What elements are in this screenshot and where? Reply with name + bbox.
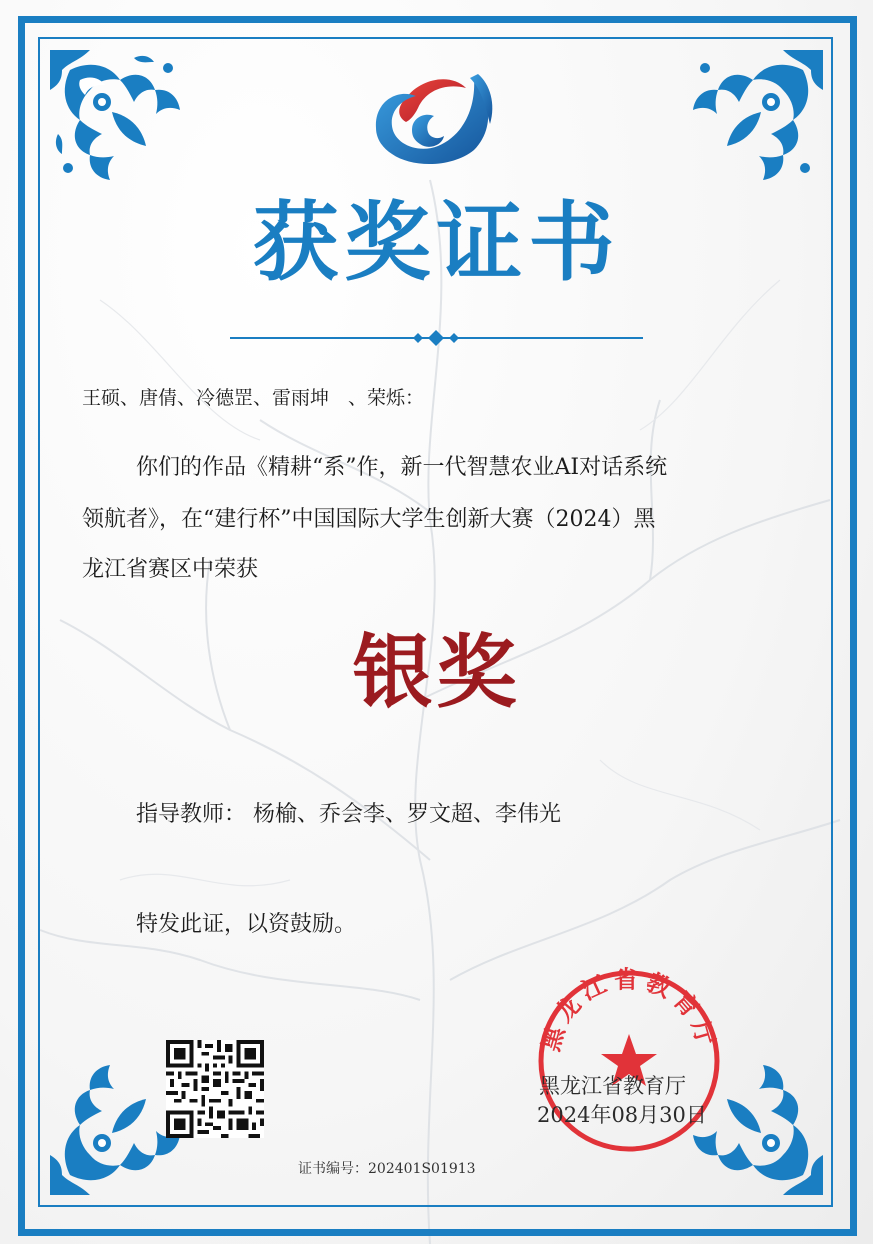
corner-ornament-icon bbox=[50, 1060, 185, 1195]
certificate-number: 证书编号：202401S01913 bbox=[298, 1161, 476, 1177]
body-text-line-3: 龙江省赛区中荣获 bbox=[82, 557, 259, 582]
corner-ornament-icon bbox=[50, 50, 185, 185]
svg-text:黑龙江省教育厅: 黑龙江省教育厅 bbox=[535, 966, 723, 1055]
issue-date: 2024年08月30日 bbox=[537, 1103, 707, 1127]
corner-ornament-icon bbox=[688, 50, 823, 185]
qr-code-icon[interactable] bbox=[166, 1040, 264, 1138]
issuer-name: 黑龙江省教育厅 bbox=[539, 1074, 686, 1098]
divider-ornament-icon bbox=[230, 328, 643, 348]
competition-logo-icon bbox=[366, 68, 506, 168]
body-text-line-2: 领航者》，在“建行杯”中国国际大学生创新大赛（2024）黑 bbox=[82, 507, 656, 532]
recipient-names: 王硕、唐倩、冷德罡、雷雨坤 、荣烁： bbox=[82, 387, 425, 409]
closing-statement: 特发此证，以资鼓励。 bbox=[136, 912, 357, 937]
certificate-title: 获奖证书 bbox=[252, 192, 621, 293]
advisors-line: 指导教师： 杨榆、乔会李、罗文超、李伟光 bbox=[136, 802, 561, 827]
award-level: 银奖 bbox=[352, 625, 521, 719]
body-text-line-1: 你们的作品《精耕“系”作，新一代智慧农业AI对话系统 bbox=[136, 455, 668, 480]
